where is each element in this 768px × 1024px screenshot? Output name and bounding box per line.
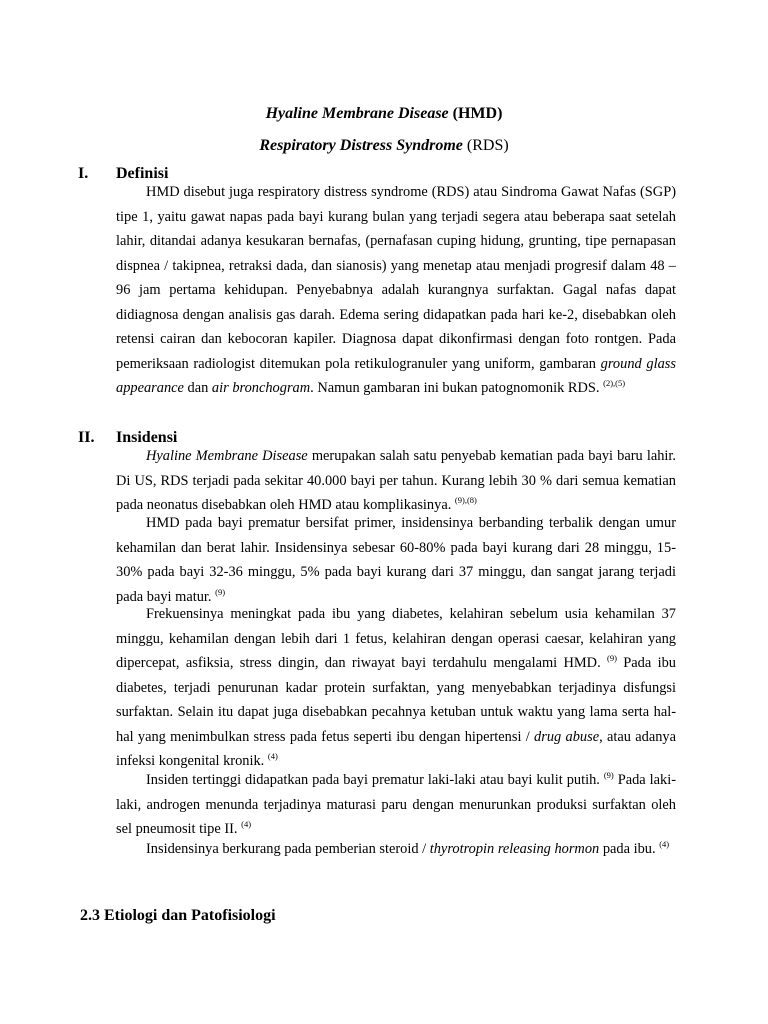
title-line-2-italic: Respiratory Distress Syndrome — [259, 137, 463, 154]
section-number: I. — [78, 165, 89, 182]
title-line-1-italic: Hyaline Membrane Disease — [265, 105, 449, 122]
section-heading-etiologi — [80, 906, 276, 926]
section-number: II. — [78, 429, 95, 446]
section-title: 2.3 Etiologi dan Patofisiologi — [80, 907, 276, 924]
citation: (9) — [215, 586, 226, 597]
paragraph-insidensi-2: HMD pada bayi prematur bersifat primer, insidensinya berbanding terbalik dengan umur kehamilan dan berat lahir. Insidensinya sebesar 60-80% pada bayi kurang dari 28 minggu, 15-30% pada bayi 32-36 minggu, 5% pada bayi kurang dari 37 minggu, dan sangat jarang terjadi pada bayi matur. $^{(9)}$ — [116, 515, 676, 605]
citation: (9) — [607, 653, 617, 663]
section-title: Insidensi — [116, 429, 178, 446]
citation: (2),(5) — [603, 378, 626, 388]
paragraph-insidensi-3: Frekuensinya meningkat pada ibu yang diabetes, kelahiran sebelum usia kehamilan 37 minggu, kehamilan dengan lebih dari 1 fetus, kelahiran dengan operasi caesar, kelahiran yang dipercepat, asfiksia, stress dingin, dan riwayat bayi terdahulu mengalami HMD. $^{(9)}$ Pada ibu diabetes, terjadi penurunan kadar protein surfaktan, yang menyebabkan terjadinya disfungsi surfaktan. Selain itu dapat juga disebabkan pecahnya ketuban untuk waktu yang lama serta hal-hal yang menimbulkan stress pada fetus seperti ibu dengan hipertensi / drug abuse, atau adanya infeksi kongenital kronik. $^{(4)}$ — [116, 606, 677, 769]
citation: (4) — [267, 751, 278, 761]
title-line-1-rest: (HMD) — [448, 105, 503, 122]
citation: (4) — [241, 819, 252, 829]
citation: (9) — [603, 770, 614, 780]
title-line-2-rest: (RDS) — [462, 137, 509, 154]
paragraph-definisi: HMD disebut juga respiratory distress syndrome (RDS) atau Sindroma Gawat Nafas (SGP) tipe 1, yaitu gawat napas pada bayi kurang bulan yang terjadi segera atau beberapa saat setelah lahir, ditandai adanya kesukaran bernafas, (pernafasan cuping hidung, grunting, tipe pernapasan dispnea / takipnea, retraksi dada, dan sianosis) yang menetap atau menjadi progresif dalam 48 – 96 jam pertama kehidupan. Penyebabnya adalah kurangnya surfaktan. Gagal nafas dapat didiagnosa dengan analisis gas darah. Edema sering didapatkan pada hari ke-2, disebabkan oleh retensi cairan dan kebocoran kapiler. Diagnosa dapat dikonfirmasi dengan foto rontgen. Pada pemeriksaan radiologist ditemukan pola retikulogranuler yang uniform, gambaran ground glass appearance dan air bronchogram. Namun gambaran ini bukan patognomonik RDS. $^{(2),(5)}$ — [116, 184, 676, 396]
paragraph-insidensi-4: Insiden tertinggi didapatkan pada bayi prematur laki-laki atau bayi kulit putih. $^{(9)}$ Pada laki-laki, androgen menunda terjadinya maturasi paru dengan menurunkan produksi surfaktan oleh sel pneumosit tipe II. $^{(4)}$ — [116, 770, 676, 837]
title-line-1 — [0, 104, 768, 124]
citation: (4) — [659, 839, 670, 849]
paragraph-insidensi-5: Insidensinya berkurang pada pemberian steroid / thyrotropin releasing hormon pada ibu. $^{(4)}$ — [146, 839, 670, 857]
title-line-2 — [0, 136, 768, 156]
section-title: Definisi — [116, 165, 169, 182]
paragraph-insidensi-1: Hyaline Membrane Disease merupakan salah satu penyebab kematian pada bayi baru lahir. Di US, RDS terjadi pada sekitar 40.000 bayi per tahun. Kurang lebih 30 % dari semua kematian pada neonatus disebabkan oleh HMD atau komplikasinya. $^{(9),(8)}$ — [116, 448, 677, 513]
citation: (9),(8) — [454, 495, 477, 505]
